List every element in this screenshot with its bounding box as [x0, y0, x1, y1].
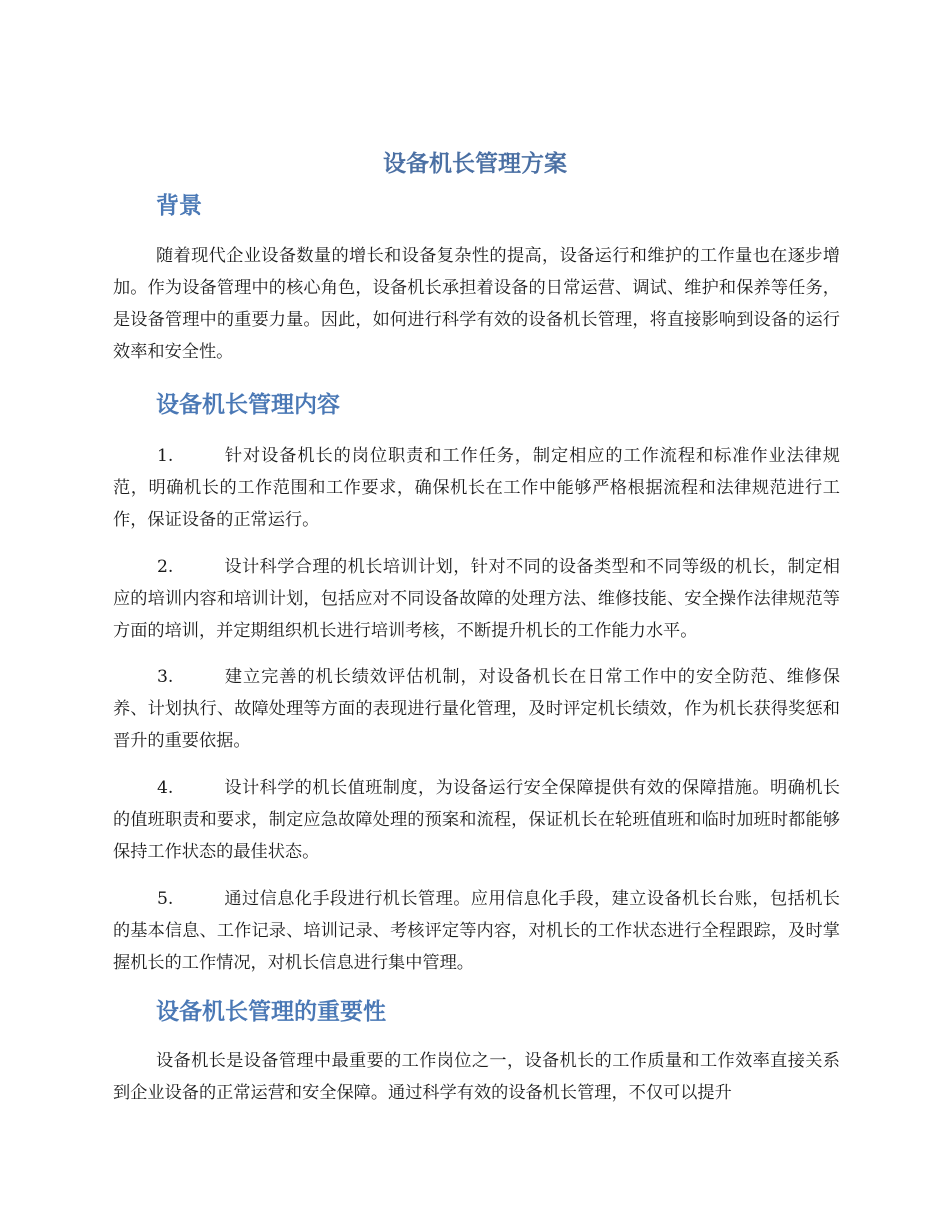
list-item — [113, 661, 840, 757]
list-item-text: 针对设备机长的岗位职责和工作任务，制定相应的工作流程和标准作业法律规范，明确机长的工作范围和工作要求，确保机长在工作中能够严格根据流程和法律规范进行工作，保证设备的正常运行。 — [113, 446, 840, 530]
section-heading-management-content: 设备机长管理内容 — [156, 392, 340, 418]
list-item-number: 3. — [157, 667, 174, 687]
section-heading-background: 背景 — [156, 193, 202, 219]
list-item — [113, 440, 840, 536]
list-item-text: 建立完善的机长绩效评估机制，对设备机长在日常工作中的安全防范、维修保养、计划执行、故障处理等方面的表现进行量化管理，及时评定机长绩效，作为机长获得奖惩和晋升的重要依据。 — [113, 667, 840, 751]
background-paragraph: 随着现代企业设备数量的增长和设备复杂性的提高，设备运行和维护的工作量也在逐步增加。作为设备管理中的核心角色，设备机长承担着设备的日常运营、调试、维护和保养等任务，是设备管理中的重要力量。因此，如何进行科学有效的设备机长管理，将直接影响到设备的运行效率和安全性。 — [113, 246, 840, 362]
list-item-number: 4. — [157, 778, 174, 798]
importance-paragraph: 设备机长是设备管理中最重要的工作岗位之一，设备机长的工作质量和工作效率直接关系到企业设备的正常运营和安全保障。通过科学有效的设备机长管理，不仅可以提升 — [113, 1051, 840, 1103]
list-item — [113, 883, 840, 979]
list-item-number: 2. — [157, 557, 174, 577]
document-title: 设备机长管理方案 — [383, 151, 567, 177]
list-item-number: 1. — [157, 446, 174, 466]
list-item — [113, 772, 840, 868]
list-item-text: 设计科学合理的机长培训计划，针对不同的设备类型和不同等级的机长，制定相应的培训内容和培训计划，包括应对不同设备故障的处理方法、维修技能、安全操作法律规范等方面的培训，并定期组织机长进行培训考核，不断提升机长的工作能力水平。 — [113, 557, 840, 641]
list-item — [113, 551, 840, 647]
list-item-text: 通过信息化手段进行机长管理。应用信息化手段，建立设备机长台账，包括机长的基本信息、工作记录、培训记录、考核评定等内容，对机长的工作状态进行全程跟踪，及时掌握机长的工作情况，对机长信息进行集中管理。 — [113, 889, 840, 973]
list-item-number: 5. — [157, 889, 174, 909]
list-item-text: 设计科学的机长值班制度，为设备运行安全保障提供有效的保障措施。明确机长的值班职责和要求，制定应急故障处理的预案和流程，保证机长在轮班值班和临时加班时都能够保持工作状态的最佳状态。 — [113, 778, 840, 862]
section-heading-importance: 设备机长管理的重要性 — [156, 999, 386, 1025]
